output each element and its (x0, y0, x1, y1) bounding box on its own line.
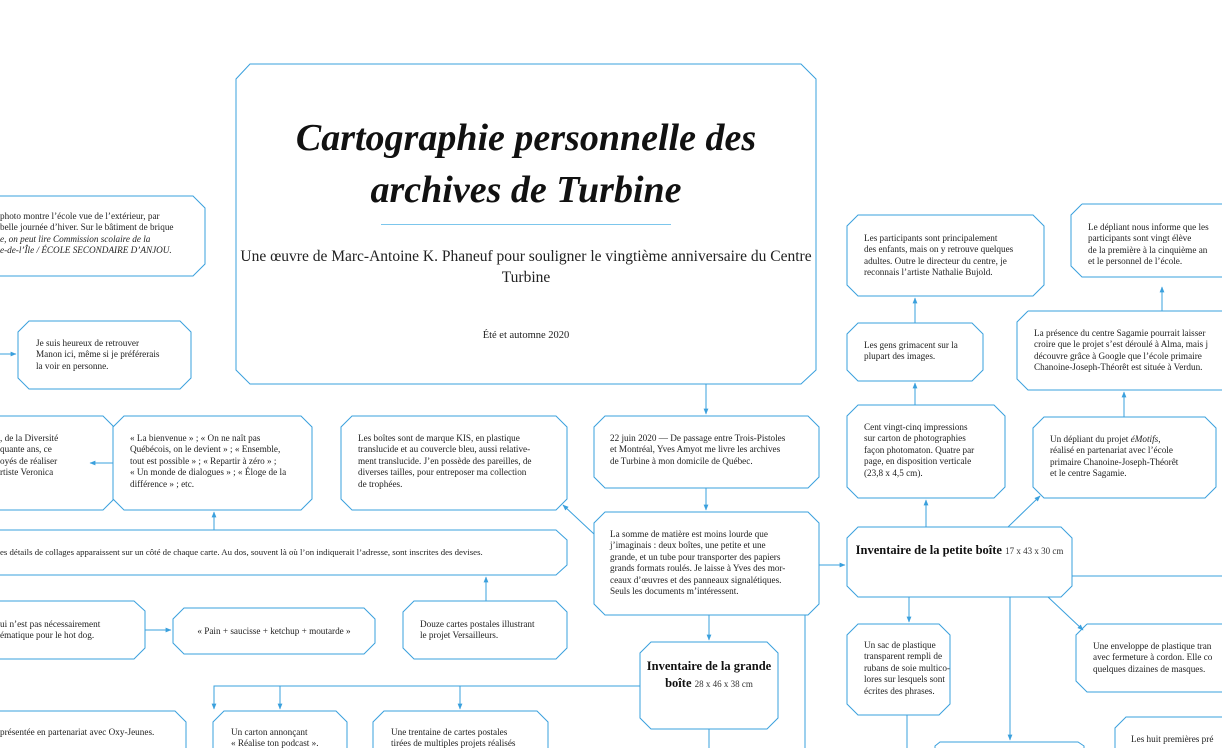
node-cent-vingt (864, 422, 1004, 479)
node-juin2020 (610, 433, 816, 467)
subtitle-line-3: du Centre Turbine (501, 248, 812, 286)
node-text: écrites des phrases. (864, 685, 935, 696)
node-enveloppe (1093, 641, 1222, 675)
node-text: Un sac de plastique (864, 640, 936, 650)
node-text: tirées de multiples projets réalisés (391, 738, 516, 749)
node-text: La présence du centre Sagamie pourrait laisser (1034, 328, 1206, 338)
node-text: Manon ici, même si je préférerais (36, 349, 160, 360)
node-text: plupart des images. (864, 351, 936, 362)
link-petite-enveloppe (1048, 597, 1083, 630)
link-petite-emotifs (1008, 496, 1040, 527)
node-depliant-info (1088, 222, 1222, 268)
node-text: quelques dizaines de masques. (1093, 663, 1206, 674)
node-text: « Un monde de dialogues » ; « Éloge de la (130, 467, 287, 478)
node-text: découvre grâce à Google que l’école primaire (1034, 350, 1202, 361)
node-huit (1131, 734, 1222, 745)
node-sagamie (1034, 328, 1222, 374)
node-text: page, en disposition verticale (864, 456, 972, 467)
node-text: grands formats roulés. Je laisse à Yves des mor- (610, 563, 786, 574)
node-text: présentée en partenariat avec Oxy-Jeunes. (0, 727, 155, 737)
node-text: j’imaginais : deux boîtes, une petite et une (610, 540, 766, 551)
node-text: Les gens grimacent sur la (864, 340, 958, 350)
node-boites-kis (358, 433, 564, 490)
box-petite-boite (847, 527, 1072, 597)
node-text: et le personnel de l’école. (1088, 256, 1183, 267)
node-text: , de la Diversité (0, 433, 59, 443)
node-text: Douze cartes postales illustrant (420, 619, 535, 629)
node-text: Une enveloppe de plastique tran (1093, 641, 1212, 651)
node-text: la voir en personne. (36, 360, 109, 371)
dimensions-label: 28 x 46 x 38 cm (694, 678, 753, 689)
node-petite-boite (847, 542, 1072, 559)
node-grimacent (864, 340, 982, 363)
node-text: 22 juin 2020 — De passage entre Trois-Pistoles (610, 433, 786, 443)
node-text: croire que le projet s’est déroulé à Alma, mais j (1034, 339, 1208, 350)
title-divider (381, 224, 671, 225)
node-participants (864, 233, 1042, 279)
node-text-part: Un dépliant du projet (1050, 434, 1131, 444)
node-text: diverses tailles, pour entreposer ma collection (358, 467, 527, 478)
node-text: Cent vingt-cinq impressions (864, 422, 968, 432)
node-text: oyés de réaliser (0, 455, 58, 466)
node-somme (610, 529, 816, 597)
node-text: ceaux d’œuvres et des panneaux signalétiques. (610, 574, 782, 585)
node-text: Le dépliant nous informe que les (1088, 222, 1209, 232)
node-text: e-de-l’Île / ÉCOLE SECONDAIRE D’ANJOU. (0, 245, 172, 256)
node-text: Les boîtes sont de marque KIS, en plastique (358, 433, 520, 443)
node-collages (0, 547, 560, 558)
node-text-part: , (1158, 434, 1161, 444)
node-text: Québécois, on le devient » ; « Ensemble, (130, 444, 281, 455)
node-text: tout est possible » ; « Repartir à zéro » ; (130, 455, 277, 466)
node-text: réalisé en partenariat avec l’école (1050, 445, 1173, 456)
page-title (236, 112, 816, 216)
node-text: « Réalise ton podcast ». (231, 738, 319, 749)
heading-text: Inventaire de la petite boîte (855, 543, 1002, 557)
node-text: ment translucide. J’en possède des pareilles, de (358, 455, 532, 466)
node-text: et le centre Sagamie. (1050, 468, 1127, 479)
heading-text: Inventaire (646, 659, 703, 673)
project-name: éMotifs (1130, 434, 1159, 444)
node-text: avec fermeture à cordon. Elle co (1093, 652, 1213, 663)
dimensions-label: 17 x 43 x 30 cm (1005, 546, 1064, 556)
node-text: de Turbine à mon domicile de Québec. (610, 455, 753, 466)
node-hotdog (0, 619, 140, 642)
node-photo-ecole (0, 211, 200, 257)
node-text: Je suis heureux de retrouver (36, 338, 140, 348)
node-text: e, on peut lire Commission scolaire de la (0, 233, 151, 244)
heading-text: de la grande boîte (665, 659, 772, 690)
node-text: Un carton annonçant (231, 727, 308, 737)
box-bottom-partial (935, 742, 1084, 748)
node-pain (173, 626, 375, 637)
node-text: participants sont vingt élève (1088, 233, 1192, 244)
node-douze (420, 619, 565, 642)
node-text: La somme de matière est moins lourde que (610, 529, 768, 539)
title-line-1: Cartographie personnelle (295, 117, 696, 159)
node-text: ui n’est pas nécessairement (0, 619, 101, 629)
node-text: « La bienvenue » ; « On ne naît pas (130, 433, 261, 443)
node-text: différence » ; etc. (130, 478, 195, 489)
node-trentaine (391, 727, 546, 750)
node-text: transparent rempli de (864, 651, 943, 662)
node-text: Les participants sont principalement (864, 233, 998, 243)
node-text: translucide et au couvercle bleu, aussi relative- (358, 444, 531, 455)
node-text: adultes. Outre le directeur du centre, je (864, 255, 1007, 266)
link-somme-kis (563, 505, 594, 534)
node-text: photo montre l’école vue de l’extérieur, par (0, 211, 160, 221)
node-text: ématique pour le hot dog. (0, 630, 95, 641)
node-carton (231, 727, 343, 750)
node-text: rubans de soie multico- (864, 662, 950, 673)
node-text: lores sur lesquels sont (864, 674, 945, 685)
node-text: le projet Versailleurs. (420, 630, 499, 641)
node-text: façon photomaton. Quatre par (864, 444, 975, 455)
title-panel (236, 64, 816, 384)
node-text: des enfants, mais on y retrouve quelques (864, 244, 1014, 255)
link-grande-tree (214, 686, 640, 709)
node-diversite (0, 433, 100, 479)
node-text: Les huit premières pré (1131, 734, 1214, 744)
subtitle-line-2: pour souligner le vingtième anniversaire (496, 248, 748, 265)
node-text: Une trentaine de cartes postales (391, 727, 508, 737)
node-text: rtiste Veronica (0, 467, 54, 478)
subtitle-line-1: Une œuvre de Marc-Antoine K. Phaneuf (240, 248, 493, 265)
node-sac (864, 640, 950, 697)
node-text: de trophées. (358, 478, 403, 489)
node-text: Seuls les documents m’intéressent. (610, 586, 739, 597)
node-bienvenue (130, 433, 308, 490)
node-manon (36, 338, 186, 372)
node-text: « Pain + saucisse + ketchup + moutarde » (197, 626, 351, 636)
node-text: Chanoine-Joseph-Théorêt est située à Verdun. (1034, 362, 1203, 373)
node-text: es détails de collages apparaissent sur un côté de chaque carte. Au dos, souvent là où l’on indiquerait l’adresse, sont inscrites des devises. (0, 547, 483, 557)
title-line-2: des archives de Turbine (370, 117, 757, 211)
node-text: sur carton de photographies (864, 433, 966, 444)
node-text: (23,8 x 4,5 cm). (864, 467, 923, 478)
node-text: reconnais l’artiste Nathalie Bujold. (864, 267, 993, 278)
node-text: belle journée d’hiver. Sur le bâtiment de brique (0, 222, 174, 233)
node-text (1050, 434, 1214, 445)
node-emotifs (1050, 434, 1214, 480)
node-text: quante ans, ce (0, 444, 52, 455)
subtitle (236, 246, 816, 288)
node-text: grande, et un tube pour transporter des papiers (610, 551, 781, 562)
node-text: et Montréal, Yves Amyot me livre les archives (610, 444, 781, 455)
node-grande-boite (640, 658, 778, 692)
node-text: primaire Chanoine-Joseph-Théorêt (1050, 456, 1179, 467)
node-oxy (0, 727, 180, 738)
date-label: Été et automne 2020 (482, 330, 570, 341)
node-text: de la première à la cinquième an (1088, 244, 1208, 255)
